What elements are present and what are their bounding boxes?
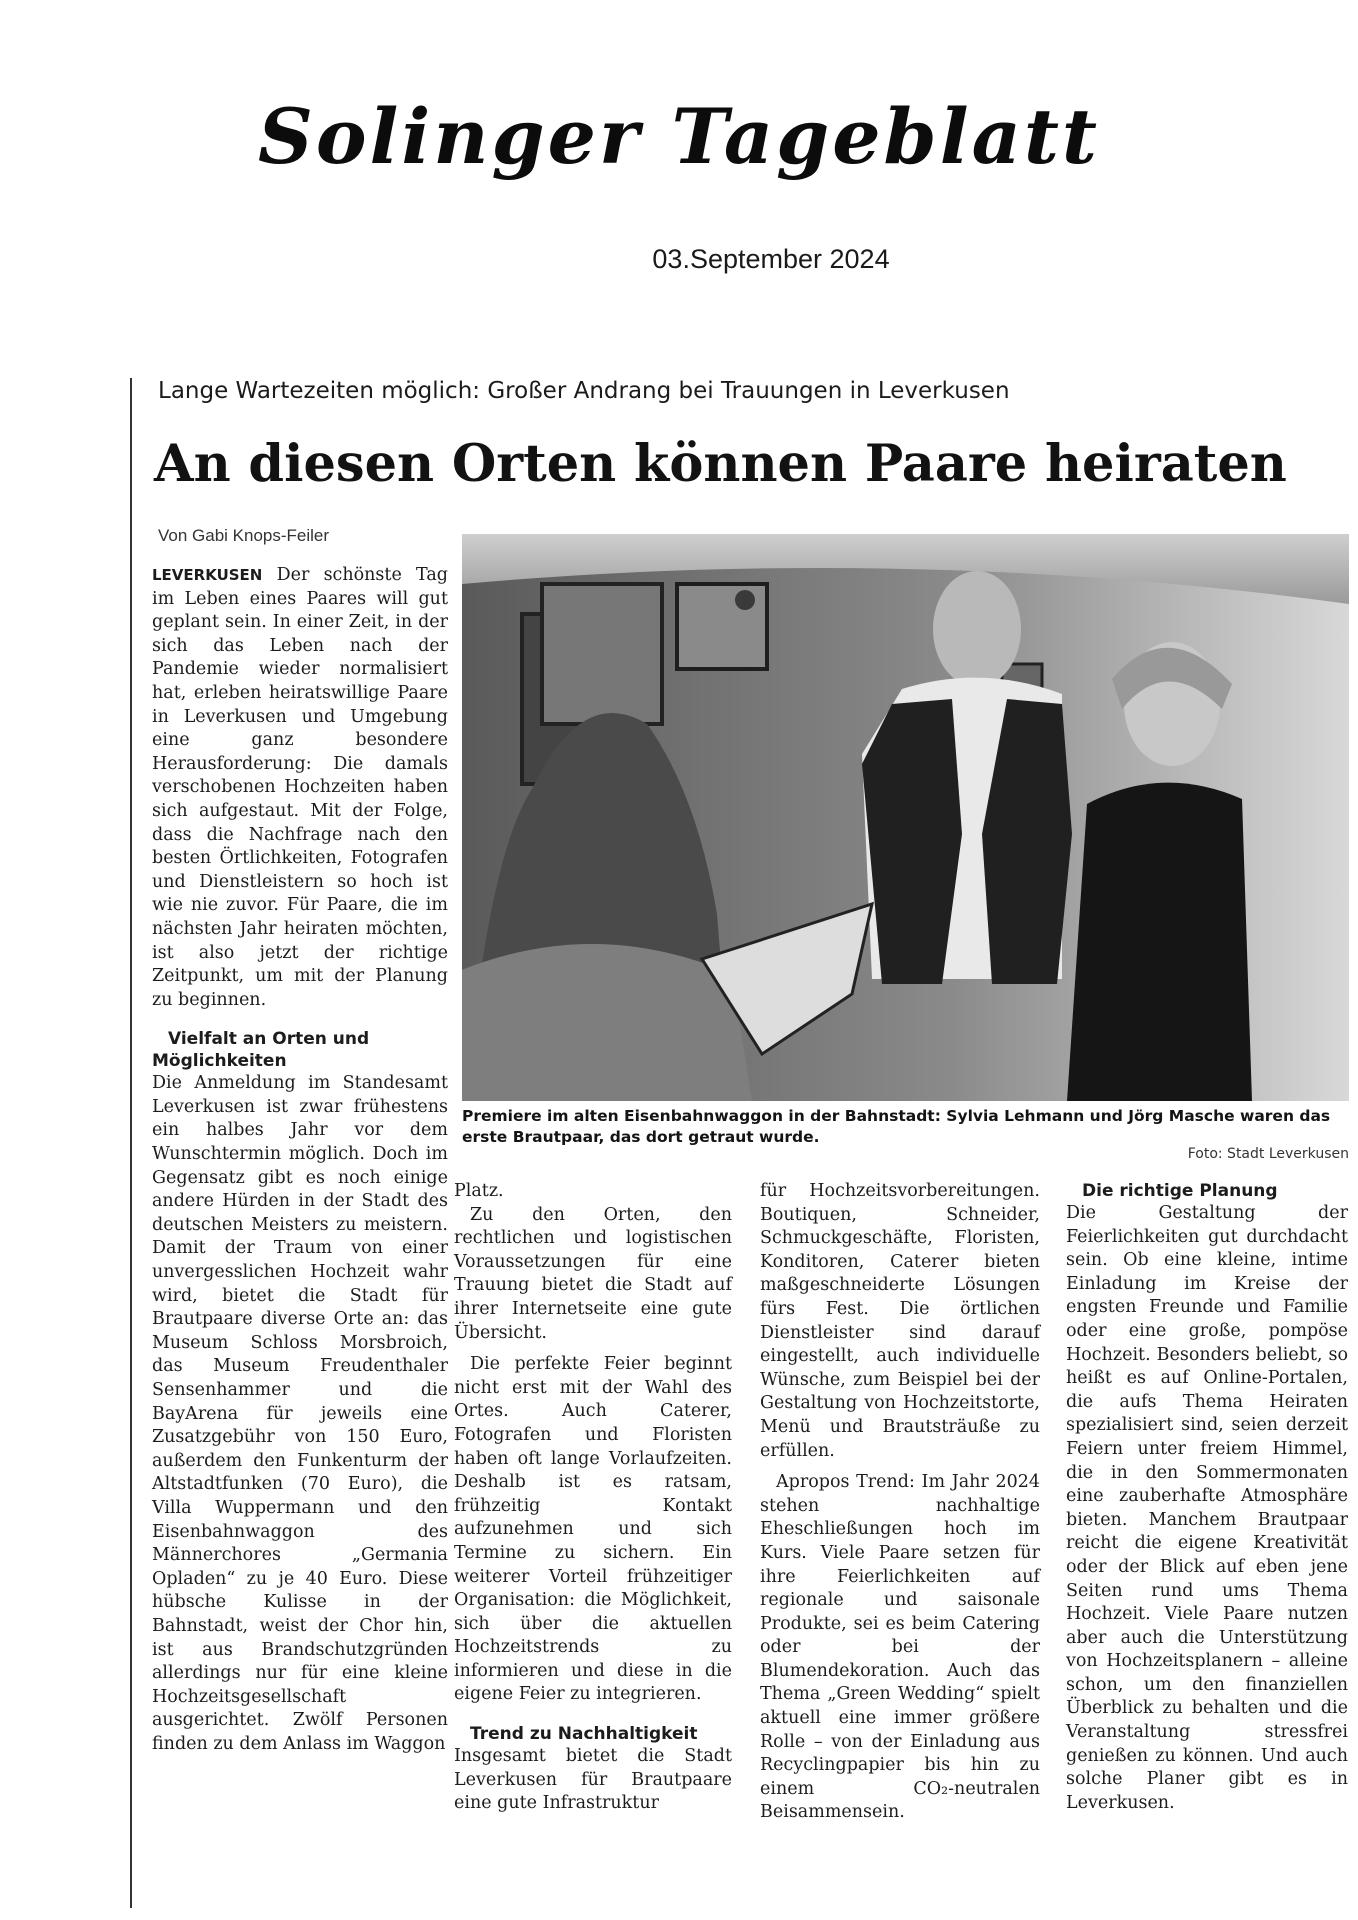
subhead-nachhaltigkeit: Trend zu Nachhaltigkeit	[470, 1724, 698, 1745]
photo-caption: Premiere im alten Eisenbahnwaggon in der Bahnstadt: Sylvia Lehmann und Jörg Masche waren das erste Brautpaar, das dort getraut wurde.	[462, 1107, 1331, 1146]
intro-text: Der schönste Tag im Leben eines Paares will gut geplant sein. In einer Zeit, in der sich das Leben nach der Pandemie wieder normalisiert hat, erleben heiratswillige Paare in Leverkusen und Umgebung eine ganz besondere Herausforderung: Die damals verschobenen Hochzeiten haben sich aufgestaut. Mit der Folge, dass die Nachfrage nach den besten Örtlichkeiten, Fotografen und Dienstleistern so hoch ist wie nie zuvor. Für Paare, die im nächsten Jahr heiraten möchten, ist also jetzt der richtige Zeitpunkt, um mit der Planung zu beginnen.	[152, 565, 448, 1010]
publication-date: 03.September 2024	[652, 244, 890, 274]
column-rule	[130, 378, 132, 1908]
article-kicker: Lange Wartezeiten möglich: Großer Andrang bei Trauungen in Leverkusen	[158, 378, 1010, 404]
column-4	[1066, 1180, 1348, 1815]
paragraph-vorbereitungen: für Hochzeitsvorbereitungen. Boutiquen, Schneider, Schmuckgeschäfte, Floristen, Konditoren, Caterer bieten maßgeschneiderte Lösungen fürs Fest. Die örtlichen Dienstleister sind darauf eingestellt, auch individuelle Wünsche, zum Beispiel bei der Gestaltung von Hochzeitstorte, Menü und Brautsträuße zu erfüllen.	[760, 1181, 1040, 1461]
column-3	[760, 1180, 1040, 1825]
dateline: LEVERKUSEN	[152, 566, 263, 584]
paragraph-anmeldung: Die Anmeldung im Standesamt Leverkusen ist zwar frühestens ein halbes Jahr vor dem Wunschtermin möglich. Doch im Gegensatz gibt es noch einige andere Hürden in der Stadt des deutschen Meisters zu meistern. Damit der Traum von einer unvergesslichen Hochzeit wahr wird, bietet die Stadt für Brautpaare diverse Orte an: das Museum Schloss Morsbroich, das Museum Freudenthaler Sensenhammer und die BayArena für jeweils eine Zusatzgebühr von 150 Euro, außerdem den Funkenturm der Altstadtfunken (70 Euro), die Villa Wuppermann und den Eisenbahnwaggon des Männerchores „Germania Opladen“ zu je 40 Euro. Diese hübsche Kulisse in der Bahnstadt, weist der Chor hin, ist aus Brandschutzgründen allerdings nur für eine kleine Hochzeitsgesellschaft ausgerichtet. Zwölf Personen finden zu dem Anlass im Waggon	[152, 1073, 448, 1754]
article-photo	[462, 534, 1349, 1101]
intro-paragraph	[152, 564, 448, 1012]
newspaper-masthead: Solinger Tageblatt	[257, 92, 1101, 181]
subhead-planung: Die richtige Planung	[1082, 1181, 1278, 1201]
paragraph-planung: Die Gestaltung der Feierlichkeiten gut durchdacht sein. Ob eine kleine, intime Einladung im Kreise der engsten Freunde und Familie oder eine große, pompöse Hochzeit. Besonders beliebt, so heißt es auf Online-Portalen, die aufs Thema Heiraten spezialisiert sind, seien derzeit Feiern unter freiem Himmel, die in den Sommermonaten eine zauberhafte Atmosphäre bieten. Manchem Brautpaar reicht die eigene Kreativität oder der Blick auf eben jene Seiten rund ums Thema Hochzeit. Viele Paare nutzen aber auch die Unterstützung von Hochzeitsplanern – alleine schon, um den finanziellen Überblick zu behalten und die Veranstaltung stressfrei genießen zu können. Und auch solche Planer gibt es in Leverkusen.	[1066, 1203, 1348, 1813]
column-2	[454, 1180, 732, 1816]
paragraph-platz: Platz.	[454, 1181, 504, 1201]
column-1	[152, 564, 448, 1757]
article-byline: Von Gabi Knops-Feiler	[158, 526, 330, 545]
photo-credit: Foto: Stadt Leverkusen	[1187, 1146, 1349, 1162]
article-headline: An diesen Orten können Paare heiraten	[154, 434, 1287, 494]
paragraph-infrastruktur: Insgesamt bietet die Stadt Leverkusen für Brautpaare eine gute Infrastruktur	[454, 1746, 732, 1814]
paragraph-feier: Die perfekte Feier beginnt nicht erst mit der Wahl des Ortes. Auch Caterer, Fotografen und Floristen haben oft lange Vorlaufzeiten. Deshalb ist es ratsam, frühzeitig Kontakt aufzunehmen und sich Termine zu sichern. Ein weiterer Vorteil frühzeitiger Organisation: die Möglichkeit, sich über die aktuellen Hochzeitstrends zu informieren und diese in die eigene Feier zu integrieren.	[454, 1354, 732, 1705]
subhead-vielfalt: Vielfalt an Orten und Möglichkeiten	[152, 1029, 370, 1072]
paragraph-orte: Zu den Orten, den rechtlichen und logistischen Voraussetzungen für eine Trauung bietet die Stadt auf ihrer Internetseite eine gute Übersicht.	[454, 1204, 732, 1343]
paragraph-trend: Apropos Trend: Im Jahr 2024 stehen nachhaltige Eheschließungen hoch im Kurs. Viele Paare setzen für ihre Feierlichkeiten auf regionale und saisonale Produkte, sei es beim Catering oder bei der Blumendekoration. Auch das Thema „Green Wedding“ spielt aktuell eine immer größere Rolle – von der Einladung aus Recyclingpapier bis hin zu einem CO₂-neutralen Beisammensein.	[760, 1472, 1040, 1823]
